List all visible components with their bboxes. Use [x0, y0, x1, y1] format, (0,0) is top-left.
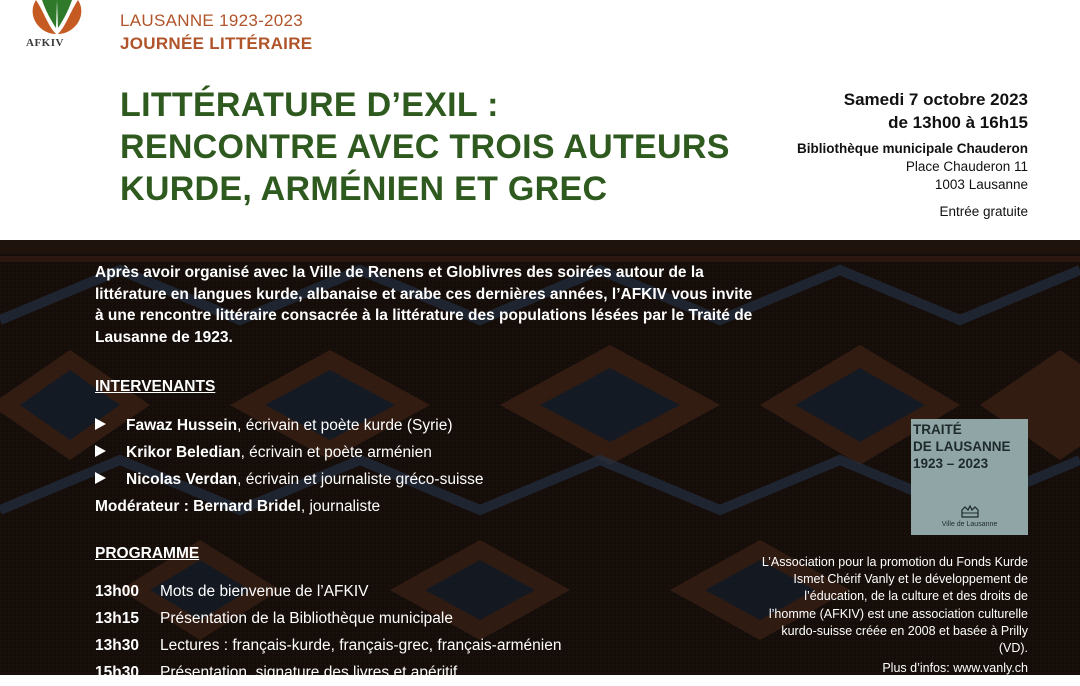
about-association — [758, 554, 1028, 677]
bullet-triangle-icon — [95, 445, 106, 457]
moderator-desc: , journaliste — [300, 498, 381, 515]
programme-text: Lectures : français-kurde, français-grec, français-arménien — [160, 637, 562, 654]
speaker-name: Fawaz Hussein — [126, 417, 238, 434]
badge-line: 1923 – 2023 — [913, 456, 989, 471]
treaty-badge — [911, 419, 1028, 535]
intro-paragraph: Après avoir organisé avec la Ville de Renens et Globlivres des soirées autour de la littérature en langues kurde, albanaise et arabe ces dernières années, l’AFKIV vous invite à une rencontre littéraire consacrée à la littérature des populations lésées par le Traité de Lausanne de 1923. — [95, 264, 753, 346]
speaker-desc: , écrivain et poète kurde (Syrie) — [237, 417, 453, 434]
programme-time: 13h30 — [95, 637, 139, 654]
badge-line: TRAITÉ — [913, 422, 962, 437]
page-title — [120, 84, 730, 210]
programme-heading: PROGRAMME — [95, 545, 200, 562]
event-venue — [797, 140, 1028, 194]
header — [0, 0, 1080, 240]
list-item — [95, 412, 484, 439]
logo-text: AFKIV — [26, 37, 64, 49]
programme-text: Présentation de la Bibliothèque municipale — [160, 610, 453, 627]
org-line-1: LAUSANNE 1923-2023 — [120, 11, 304, 30]
venue-street: Place Chauderon 11 — [905, 159, 1028, 174]
list-item — [95, 632, 561, 659]
programme-time: 13h15 — [95, 610, 139, 627]
speaker-desc: , écrivain et journaliste gréco-suisse — [237, 471, 484, 488]
speaker-name: Krikor Beledian — [126, 444, 241, 461]
list-item — [95, 605, 561, 632]
org-line-2: JOURNÉE LITTÉRAIRE — [120, 34, 313, 53]
event-date — [844, 88, 1028, 134]
programme-time: 13h00 — [95, 583, 139, 600]
venue-city: 1003 Lausanne — [934, 177, 1028, 192]
bullet-triangle-icon — [95, 472, 106, 484]
title-line: LITTÉRATURE D’EXIL : — [120, 86, 499, 124]
list-item — [95, 466, 484, 493]
programme-list — [95, 578, 561, 686]
list-item — [95, 578, 561, 605]
programme-time: 15h30 — [95, 664, 139, 681]
about-text: L’Association pour la promotion du Fonds Kurde Ismet Chérif Vanly et le développement de l’éducation, de la culture et des droits de l’homme (AFKIV) est une association culturelle kurdo-suisse créée en 2008 et basée à Prilly (VD). — [761, 555, 1028, 656]
event-time: de 13h00 à 16h15 — [888, 113, 1028, 132]
bullet-triangle-icon — [95, 418, 106, 430]
badge-ville: Ville de Lausanne — [941, 521, 998, 528]
list-item — [95, 659, 561, 686]
event-day: Samedi 7 octobre 2023 — [843, 90, 1028, 109]
speaker-desc: , écrivain et poète arménien — [240, 444, 432, 461]
moderator-name: Modérateur : Bernard Bridel — [95, 498, 301, 515]
programme-text: Mots de bienvenue de l’AFKIV — [160, 583, 369, 600]
entry-fee: Entrée gratuite — [939, 204, 1028, 219]
title-line: RENCONTRE AVEC TROIS AUTEURS — [120, 128, 730, 166]
speakers-list — [95, 412, 484, 520]
about-link[interactable]: Plus d’infos: www.vanly.ch — [882, 661, 1028, 676]
title-line: KURDE, ARMÉNIEN ET GREC — [120, 170, 608, 208]
badge-title — [913, 421, 1011, 472]
list-item — [95, 439, 484, 466]
moderator — [95, 493, 484, 520]
speakers-heading: INTERVENANTS — [95, 378, 216, 395]
speaker-name: Nicolas Verdan — [126, 471, 238, 488]
lausanne-crest-icon — [960, 504, 980, 518]
badge-line: DE LAUSANNE — [913, 439, 1011, 454]
programme-text: Présentation, signature des livres et apéritif — [160, 664, 458, 681]
venue-name: Bibliothèque municipale Chauderon — [796, 141, 1028, 156]
